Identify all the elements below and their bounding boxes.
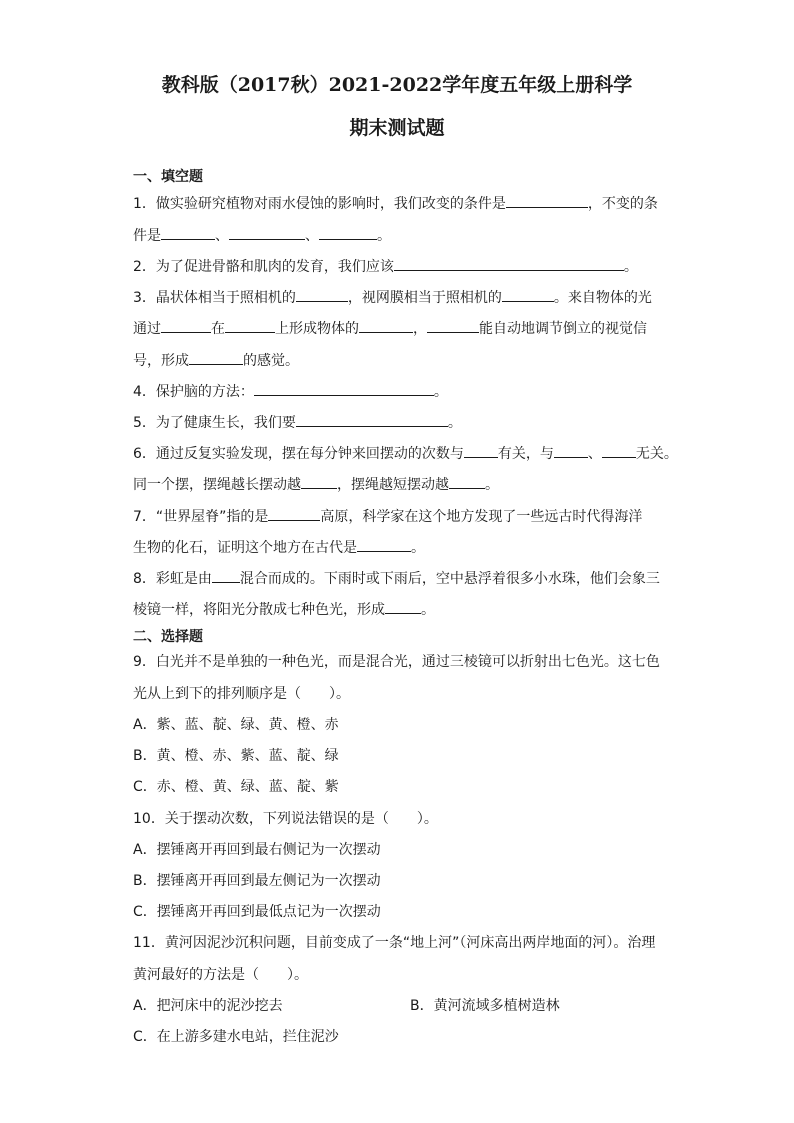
- question-11-stem-1: 11．黄河因泥沙沉积问题，目前变成了一条“地上河”（河床高出两岸地面的河）。治理: [133, 935, 656, 951]
- q6-text-d: 同一个摆，摆绳越长摆动越: [133, 477, 301, 493]
- question-7-line-1: [133, 506, 642, 526]
- q3-text-f: 上形成物体的: [275, 321, 359, 337]
- q5-end: 。: [447, 415, 462, 431]
- answer-blank[interactable]: [161, 318, 211, 333]
- answer-blank[interactable]: [212, 568, 240, 583]
- q7-text-a: 7．“世界屋脊”指的是: [133, 509, 269, 525]
- answer-blank[interactable]: [319, 225, 377, 240]
- q7-text-b: 高原，科学家在这个地方发现了一些远古时代得海洋: [320, 509, 643, 525]
- q10-option-c[interactable]: C．摆锤离开再回到最低点记为一次摆动: [133, 904, 381, 920]
- question-8-line-1: [133, 568, 660, 588]
- q6-sep: 、: [587, 446, 602, 462]
- q6-text-e: ，摆绳越短摆动越: [337, 477, 449, 493]
- answer-blank[interactable]: [427, 318, 479, 333]
- q6-text-c: 无关。: [635, 446, 678, 462]
- q11-option-b[interactable]: B．黄河流域多植树造林: [410, 998, 560, 1014]
- q8-text-c: 棱镜一样，将阳光分散成七种色光，形成: [133, 602, 385, 618]
- answer-blank[interactable]: [359, 318, 413, 333]
- answer-blank[interactable]: [554, 443, 588, 458]
- section-multiple-choice: 二、选择题: [133, 629, 203, 645]
- answer-blank[interactable]: [602, 443, 636, 458]
- q6-end: 。: [485, 477, 499, 493]
- question-9-stem-1: 9．白光并不是单独的一种色光，而是混合光，通过三棱镜可以折射出七色光。这七色: [133, 654, 660, 670]
- q7-text-c: 生物的化石，证明这个地方在古代是: [133, 540, 357, 556]
- question-5: [133, 412, 462, 432]
- question-1-line-2: [133, 225, 391, 245]
- q6-text-a: 6．通过反复实验发现，摆在每分钟来回摆动的次数与: [133, 446, 464, 462]
- q8-text-b: 混合而成的。下雨时或下雨后，空中悬浮着很多小水珠，他们会象三: [239, 571, 660, 587]
- question-11-stem-2: 黄河最好的方法是（ ）。: [133, 967, 308, 983]
- q8-text-a: 8．彩虹是由: [133, 571, 212, 587]
- page-subtitle: 期末测试题: [349, 117, 445, 139]
- q7-end: 。: [411, 540, 425, 556]
- q2-text: 2．为了促进骨骼和肌肉的发育，我们应该: [133, 259, 394, 275]
- question-6-line-1: [133, 443, 678, 463]
- question-3-line-1: [133, 287, 652, 307]
- q3-text-c: 。来自物体的光: [553, 290, 652, 306]
- answer-blank[interactable]: [189, 350, 243, 365]
- q3-text-h: 能自动地调节倒立的视觉信: [479, 321, 647, 337]
- answer-blank[interactable]: [254, 381, 434, 396]
- q3-text-d: 通过: [133, 321, 161, 337]
- q3-text-g: ，: [413, 321, 427, 337]
- answer-blank[interactable]: [502, 287, 554, 302]
- answer-blank[interactable]: [357, 537, 411, 552]
- page-title: 教科版（2017秋）2021-2022学年度五年级上册科学: [161, 74, 633, 96]
- q5-text: 5．为了健康生长，我们要: [133, 415, 296, 431]
- answer-blank[interactable]: [464, 443, 498, 458]
- section-fill-in: 一、填空题: [133, 169, 203, 185]
- q6-text-b: 有关，与: [497, 446, 554, 462]
- q9-option-a[interactable]: A．紫、蓝、靛、绿、黄、橙、赤: [133, 717, 339, 733]
- question-6-line-2: [133, 474, 499, 494]
- q3-text-i: 号，形成: [133, 353, 189, 369]
- answer-blank[interactable]: [225, 318, 275, 333]
- question-7-line-2: [133, 537, 425, 557]
- q10-option-b[interactable]: B．摆锤离开再回到最左侧记为一次摆动: [133, 873, 381, 889]
- q1-text-c: 件是: [133, 228, 161, 244]
- q2-end: 。: [623, 259, 638, 275]
- q10-option-a[interactable]: A．摆锤离开再回到最右侧记为一次摆动: [133, 842, 381, 858]
- q1-text-a: 1．做实验研究植物对雨水侵蚀的影响时，我们改变的条件是: [133, 196, 506, 212]
- question-10-stem: 10．关于摆动次数，下列说法错误的是（ ）。: [133, 811, 438, 827]
- q9-option-b[interactable]: B．黄、橙、赤、紫、蓝、靛、绿: [133, 748, 339, 764]
- answer-blank[interactable]: [506, 193, 588, 208]
- q11-option-c[interactable]: C．在上游多建水电站，拦住泥沙: [133, 1029, 339, 1045]
- q11-option-a[interactable]: A．把河床中的泥沙挖去: [133, 998, 283, 1014]
- q3-text-j: 的感觉。: [243, 353, 299, 369]
- question-3-line-2: [133, 318, 647, 338]
- q3-text-a: 3．晶状体相当于照相机的: [133, 290, 296, 306]
- answer-blank[interactable]: [229, 225, 305, 240]
- question-1-line-1: [133, 193, 658, 213]
- q3-text-e: 在: [211, 321, 225, 337]
- q3-text-b: ，视网膜相当于照相机的: [347, 290, 502, 306]
- q4-text: 4．保护脑的方法：: [133, 384, 254, 400]
- question-9-stem-2: 光从上到下的排列顺序是（ ）。: [133, 686, 350, 702]
- answer-blank[interactable]: [296, 287, 348, 302]
- q1-end: 。: [377, 228, 391, 244]
- answer-blank[interactable]: [394, 256, 624, 271]
- answer-blank[interactable]: [161, 225, 215, 240]
- question-8-line-2: [133, 599, 435, 619]
- answer-blank[interactable]: [385, 599, 421, 614]
- question-2: [133, 256, 638, 276]
- answer-blank[interactable]: [301, 474, 337, 489]
- question-4: [133, 381, 448, 401]
- q1-sep: 、: [215, 228, 229, 244]
- answer-blank[interactable]: [268, 506, 320, 521]
- q1-sep: 、: [305, 228, 319, 244]
- q1-text-b: ，不变的条: [587, 196, 658, 212]
- q8-end: 。: [421, 602, 435, 618]
- question-3-line-3: [133, 350, 299, 370]
- q9-option-c[interactable]: C．赤、橙、黄、绿、蓝、靛、紫: [133, 779, 339, 795]
- answer-blank[interactable]: [449, 474, 485, 489]
- answer-blank[interactable]: [296, 412, 448, 427]
- q4-end: 。: [433, 384, 448, 400]
